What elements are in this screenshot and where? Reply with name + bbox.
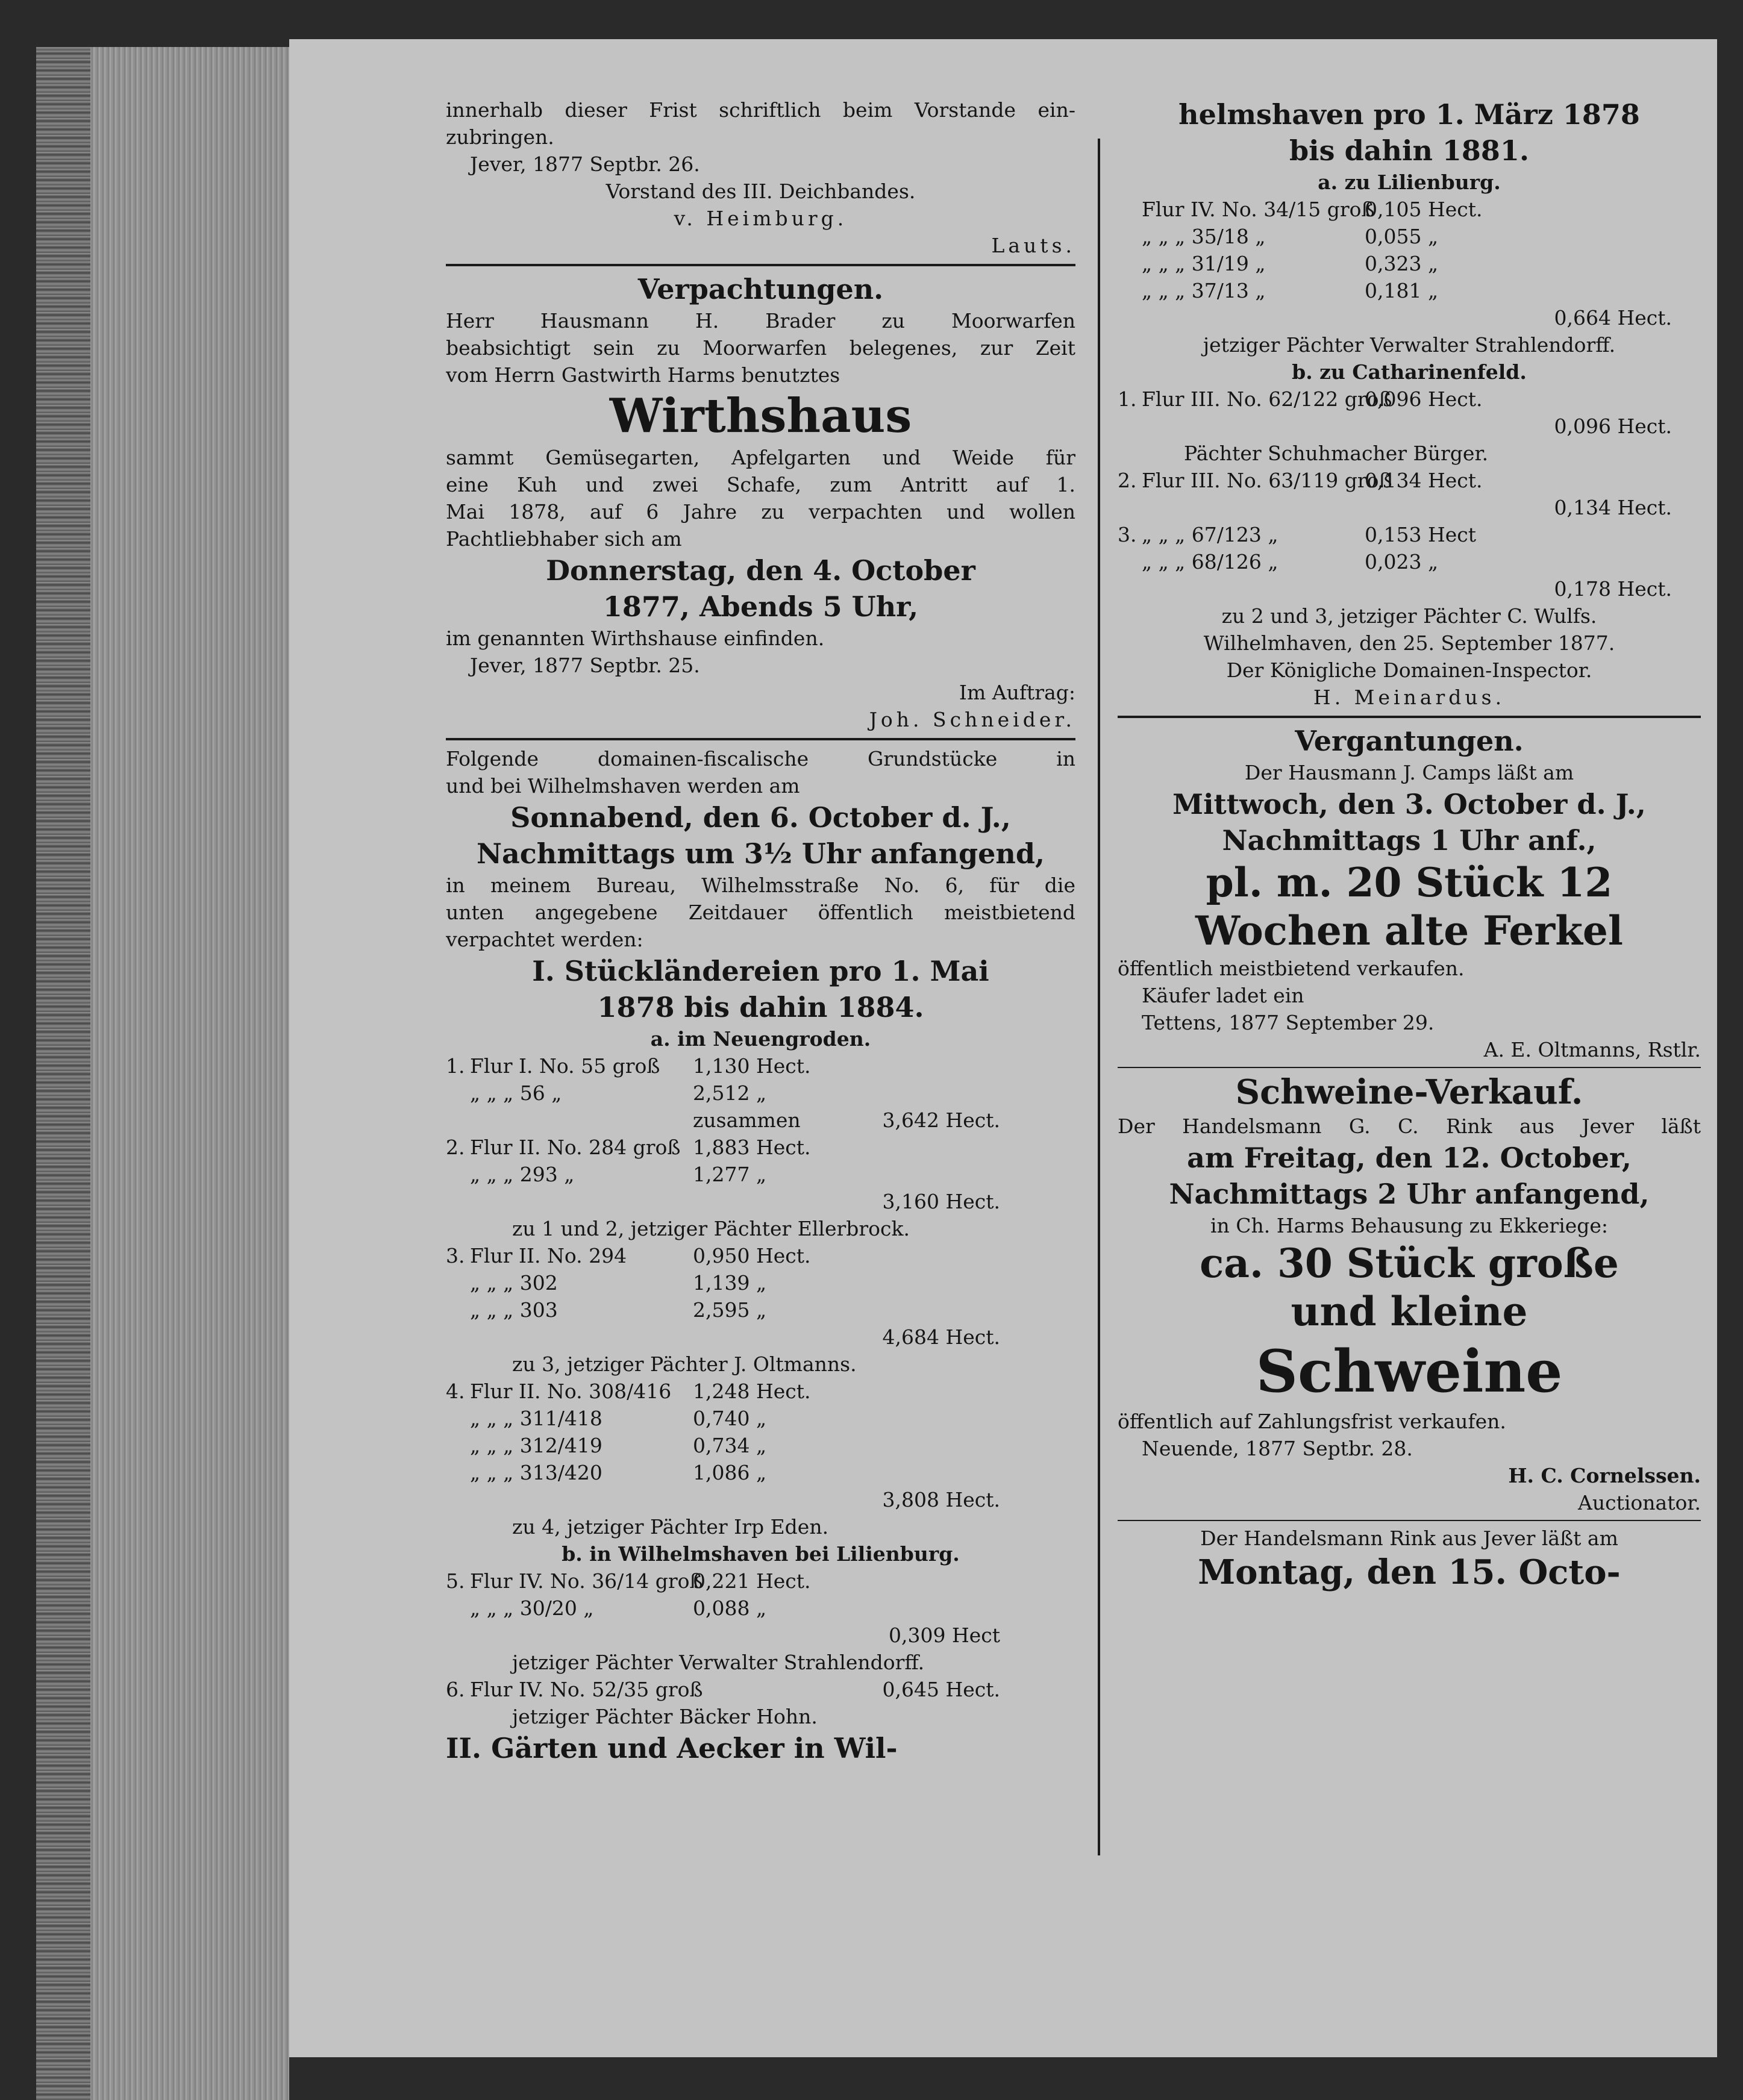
text-line: Herr Hausmann H. Brader zu Moorwarfen <box>446 309 1075 333</box>
parcel-subtotal <box>1503 223 1672 250</box>
parcel-row <box>446 1567 1075 1595</box>
text-line: verpachtet werden: <box>446 928 643 951</box>
sub-heading: b. in Wilhelmshaven bei Lilienburg. <box>562 1542 960 1566</box>
parcel-number <box>1118 196 1142 223</box>
parcel-description: Flur I. No. 55 groß <box>470 1054 660 1078</box>
parcel-row <box>1118 521 1701 548</box>
parcel-description: „ „ „ 313/420 <box>470 1461 602 1484</box>
parcel-description <box>470 1188 693 1215</box>
parcel-area: 0,181 „ <box>1365 279 1439 302</box>
parcel-subtotal <box>831 1296 1000 1323</box>
date-heading: Mittwoch, den 3. October d. J., <box>1172 788 1646 820</box>
parcel-description: Flur IV. No. 52/35 groß <box>470 1678 703 1701</box>
parcel-number <box>446 1459 470 1486</box>
parcel-number <box>1118 548 1142 575</box>
place-date: Wilhelmhaven, den 25. September 1877. <box>1203 631 1615 655</box>
column-divider <box>1098 139 1100 1855</box>
parcel-area: 0,055 „ <box>1365 225 1439 248</box>
parcel-area <box>1365 575 1503 602</box>
parcel-table <box>446 1052 1075 1215</box>
parcel-description: „ „ „ 303 <box>470 1298 558 1322</box>
parcel-description: „ „ „ 37/13 „ <box>1142 279 1266 302</box>
parcel-row <box>446 1405 1075 1432</box>
parcel-area: 1,130 Hect. <box>693 1054 811 1078</box>
section-heading: bis dahin 1881. <box>1289 134 1529 167</box>
parcel-number <box>1118 494 1142 521</box>
parcel-table <box>446 1242 1075 1351</box>
parcel-row <box>446 1080 1075 1107</box>
display-heading: ca. 30 Stück große <box>1200 1240 1619 1287</box>
parcel-description: Flur III. No. 62/122 groß <box>1142 387 1392 411</box>
parcel-subtotal: 0,645 Hect. <box>882 1678 1000 1701</box>
parcel-table <box>446 1567 1075 1649</box>
parcel-description: „ „ „ 68/126 „ <box>1142 550 1278 573</box>
parcel-number <box>1118 250 1142 277</box>
parcel-number <box>446 1188 470 1215</box>
parcel-area: 0,153 Hect <box>1365 523 1477 546</box>
parcel-number: 1. <box>1118 387 1137 411</box>
parcel-subtotal: 3,642 Hect. <box>882 1108 1000 1132</box>
parcel-table <box>446 1378 1075 1513</box>
parcel-description: „ „ „ 312/419 <box>470 1434 602 1457</box>
sub-heading: a. im Neuengroden. <box>650 1027 871 1051</box>
parcel-description: „ „ „ 293 „ <box>470 1163 575 1186</box>
date-heading: Donnerstag, den 4. October <box>546 554 975 587</box>
parcel-subtotal: 0,134 Hect. <box>1554 496 1672 519</box>
parcel-subtotal <box>831 1432 1000 1459</box>
section-rule <box>1118 716 1701 718</box>
parcel-description: „ „ „ 30/20 „ <box>470 1596 594 1620</box>
display-heading: Schweine <box>1256 1337 1563 1405</box>
parcel-subtotal: 4,684 Hect. <box>882 1325 1000 1349</box>
parcel-area <box>693 1188 831 1215</box>
parcel-area: 0,740 „ <box>693 1407 767 1430</box>
parcel-subtotal <box>1503 467 1672 494</box>
parcel-row <box>446 1676 1075 1703</box>
text-line: in Ch. Harms Behausung zu Ekkeriege: <box>1210 1214 1609 1237</box>
parcel-description: Flur II. No. 308/416 <box>470 1380 672 1403</box>
parcel-subtotal <box>1503 196 1672 223</box>
right-column <box>1118 96 1701 1593</box>
text-line: Käufer ladet ein <box>1142 984 1304 1007</box>
date-heading: Montag, den 15. Octo- <box>1198 1552 1621 1592</box>
tenant-note: jetziger Pächter Bäcker Hohn. <box>512 1705 818 1728</box>
place-date: Tettens, 1877 September 29. <box>1142 1011 1435 1034</box>
sub-heading: b. zu Catharinenfeld. <box>1292 360 1527 384</box>
parcel-row <box>1118 223 1701 250</box>
parcel-subtotal: 0,309 Hect <box>888 1623 1000 1647</box>
parcel-row <box>446 1052 1075 1080</box>
text-line: eine Kuh und zwei Schafe, zum Antritt auf 1. <box>446 473 1075 496</box>
section-heading: I. Stückländereien pro 1. Mai <box>532 955 989 987</box>
text-line: Folgende domainen-fiscalische Grundstücke in <box>446 747 1075 770</box>
parcel-area: 0,023 „ <box>1365 550 1439 573</box>
section-rule <box>446 264 1075 266</box>
parcel-description: Flur II. No. 294 <box>470 1244 627 1267</box>
parcel-subtotal <box>831 1405 1000 1432</box>
parcel-number <box>446 1161 470 1188</box>
parcel-row <box>1118 196 1701 223</box>
parcel-description <box>1142 575 1365 602</box>
parcel-table <box>1118 196 1701 331</box>
signature: H. Meinardus. <box>1313 686 1506 709</box>
parcel-number: 1. <box>446 1054 465 1078</box>
date-heading: 1877, Abends 5 Uhr, <box>602 590 919 623</box>
date-heading: Nachmittags 1 Uhr anf., <box>1222 824 1597 857</box>
parcel-number <box>1118 575 1142 602</box>
parcel-number <box>446 1323 470 1351</box>
parcel-subtotal <box>1503 277 1672 304</box>
parcel-number: 3. <box>446 1244 465 1267</box>
parcel-number <box>446 1622 470 1649</box>
parcel-number <box>446 1405 470 1432</box>
parcel-number <box>446 1486 470 1513</box>
parcel-description: „ „ „ 311/418 <box>470 1407 602 1430</box>
tenant-note: zu 1 und 2, jetziger Pächter Ellerbrock. <box>512 1217 910 1240</box>
parcel-subtotal: 3,808 Hect. <box>882 1488 1000 1511</box>
parcel-description <box>470 1622 693 1649</box>
parcel-number <box>1118 304 1142 331</box>
text-line: Mai 1878, auf 6 Jahre zu verpachten und wollen <box>446 500 1075 523</box>
parcel-table <box>1118 467 1701 602</box>
parcel-table <box>1118 386 1701 440</box>
parcel-subtotal: 0,096 Hect. <box>1554 414 1672 438</box>
parcel-row <box>1118 467 1701 494</box>
issuer: Der Königliche Domainen-Inspector. <box>1226 658 1592 682</box>
parcel-area: 0,323 „ <box>1365 252 1439 275</box>
parcel-row <box>446 1269 1075 1296</box>
parcel-description: „ „ „ 67/123 „ <box>1142 523 1278 546</box>
display-heading: Wirthshaus <box>609 389 912 443</box>
parcel-area <box>1365 494 1503 521</box>
parcel-area: 2,595 „ <box>693 1298 767 1322</box>
date-heading: am Freitag, den 12. October, <box>1187 1142 1632 1174</box>
parcel-subtotal <box>1503 548 1672 575</box>
parcel-description: Flur IV. No. 36/14 groß <box>470 1569 703 1593</box>
parcel-description: „ „ „ 35/18 „ <box>1142 225 1266 248</box>
parcel-row <box>446 1296 1075 1323</box>
parcel-row <box>446 1378 1075 1405</box>
text-line: beabsichtigt sein zu Moorwarfen belegenes, zur Zeit <box>446 336 1075 360</box>
parcel-description: Flur II. No. 284 groß <box>470 1136 681 1159</box>
parcel-area: 0,950 Hect. <box>693 1244 811 1267</box>
parcel-subtotal <box>831 1052 1000 1080</box>
parcel-subtotal: 3,160 Hect. <box>882 1190 1000 1213</box>
parcel-row <box>446 1161 1075 1188</box>
display-heading: pl. m. 20 Stück 12 <box>1206 859 1613 906</box>
parcel-description <box>1142 494 1365 521</box>
display-heading: Wochen alte Ferkel <box>1195 907 1623 954</box>
parcel-description <box>470 1107 693 1134</box>
signature: Joh. Schneider. <box>869 708 1075 731</box>
parcel-number: 2. <box>1118 469 1137 492</box>
text-line: öffentlich auf Zahlungsfrist verkaufen. <box>1118 1410 1506 1433</box>
parcel-row <box>446 1486 1075 1513</box>
tenant-note: zu 2 und 3, jetziger Pächter C. Wulfs. <box>1221 604 1597 628</box>
parcel-row <box>1118 548 1701 575</box>
parcel-row <box>446 1188 1075 1215</box>
parcel-area: zusammen <box>693 1108 801 1132</box>
parcel-number <box>446 1432 470 1459</box>
parcel-number <box>446 1595 470 1622</box>
text-line: Der Handelsmann G. C. Rink aus Jever läßt <box>1118 1114 1701 1138</box>
parcel-row <box>446 1242 1075 1269</box>
parcel-description: „ „ „ 56 „ <box>470 1081 562 1105</box>
parcel-area <box>693 1622 831 1649</box>
date-heading: Nachmittags 2 Uhr anfangend, <box>1169 1178 1650 1210</box>
text-line: unten angegebene Zeitdauer öffentlich meistbietend <box>446 901 1075 924</box>
display-heading: und kleine <box>1291 1288 1528 1335</box>
parcel-description: „ „ „ 302 <box>470 1271 558 1295</box>
parcel-row <box>446 1107 1075 1134</box>
parcel-description <box>1142 413 1365 440</box>
text-line: vom Herrn Gastwirth Harms benutztes <box>446 363 840 387</box>
section-rule <box>446 738 1075 740</box>
text-line: sammt Gemüsegarten, Apfelgarten und Weide für <box>446 446 1075 469</box>
text-line: innerhalb dieser Frist schriftlich beim Vorstande ein- <box>446 98 1075 122</box>
section-heading: Verpachtungen. <box>637 273 884 305</box>
tenant-note: zu 4, jetziger Pächter Irp Eden. <box>512 1515 829 1539</box>
parcel-number <box>1118 413 1142 440</box>
parcel-subtotal <box>831 1269 1000 1296</box>
display-heading: Schweine-Verkauf. <box>1235 1072 1583 1112</box>
parcel-number: 2. <box>446 1136 465 1159</box>
date-heading: Sonnabend, den 6. October d. J., <box>510 801 1011 834</box>
parcel-row <box>1118 304 1701 331</box>
parcel-description: Flur III. No. 63/119 groß <box>1142 469 1392 492</box>
parcel-description <box>470 1486 693 1513</box>
text-line: öffentlich meistbietend verkaufen. <box>1118 957 1465 980</box>
parcel-area <box>1365 304 1503 331</box>
place-date: Jever, 1877 Septbr. 26. <box>470 152 700 176</box>
parcel-number: 6. <box>446 1678 465 1701</box>
parcel-number <box>1118 277 1142 304</box>
parcel-row <box>446 1622 1075 1649</box>
tenant-note: jetziger Pächter Verwalter Strahlendorff. <box>1203 333 1616 357</box>
parcel-area: 1,277 „ <box>693 1163 767 1186</box>
text-line: Pachtliebhaber sich am <box>446 527 682 551</box>
parcel-area: 2,512 „ <box>693 1081 767 1105</box>
parcel-number <box>446 1296 470 1323</box>
parcel-row <box>1118 386 1701 413</box>
parcel-subtotal <box>831 1161 1000 1188</box>
parcel-area <box>1365 413 1503 440</box>
parcel-row <box>1118 575 1701 602</box>
section-heading: helmshaven pro 1. März 1878 <box>1178 98 1640 131</box>
parcel-description: Flur IV. No. 34/15 groß <box>1142 198 1375 221</box>
parcel-row <box>1118 494 1701 521</box>
parcel-number <box>446 1080 470 1107</box>
parcel-subtotal <box>831 1567 1000 1595</box>
parcel-row <box>1118 277 1701 304</box>
parcel-subtotal <box>831 1459 1000 1486</box>
section-rule <box>1118 1067 1701 1068</box>
parcel-number <box>1118 223 1142 250</box>
signature: H. C. Cornelssen. <box>1508 1464 1701 1487</box>
parcel-subtotal <box>1503 250 1672 277</box>
section-heading: Vergantungen. <box>1295 725 1524 757</box>
parcel-area <box>693 1486 831 1513</box>
parcel-table <box>446 1676 1075 1703</box>
text-line: in meinem Bureau, Wilhelmsstraße No. 6, für die <box>446 873 1075 897</box>
parcel-area: 1,139 „ <box>693 1271 767 1295</box>
left-column <box>446 96 1075 1766</box>
parcel-row <box>446 1134 1075 1161</box>
text-line: Der Hausmann J. Camps läßt am <box>1244 761 1574 784</box>
sub-heading: a. zu Lilienburg. <box>1318 170 1501 194</box>
parcel-subtotal <box>831 1080 1000 1107</box>
parcel-number <box>446 1269 470 1296</box>
parcel-area: 0,088 „ <box>693 1596 767 1620</box>
parcel-area: 0,221 Hect. <box>693 1569 811 1593</box>
parcel-area: 0,105 Hect. <box>1365 198 1483 221</box>
parcel-area: 0,134 Hect. <box>1365 469 1483 492</box>
text-line: und bei Wilhelmshaven werden am <box>446 774 800 798</box>
issuer: Vorstand des III. Deichbandes. <box>606 180 916 203</box>
parcel-number: 3. <box>1118 523 1137 546</box>
parcel-subtotal: 0,664 Hect. <box>1554 306 1672 330</box>
parcel-row <box>1118 250 1701 277</box>
parcel-subtotal <box>831 1134 1000 1161</box>
signature: Lauts. <box>991 234 1075 257</box>
parcel-area: 0,734 „ <box>693 1434 767 1457</box>
parcel-area: 1,883 Hect. <box>693 1136 811 1159</box>
parcel-row <box>446 1323 1075 1351</box>
book-spine <box>36 47 90 2100</box>
tenant-note: zu 3, jetziger Pächter J. Oltmanns. <box>512 1352 857 1376</box>
section-rule <box>1118 1520 1701 1521</box>
parcel-row <box>446 1595 1075 1622</box>
place-date: Jever, 1877 Septbr. 25. <box>470 654 700 677</box>
section-heading: 1878 bis dahin 1884. <box>597 991 924 1023</box>
parcel-subtotal <box>831 1595 1000 1622</box>
parcel-row <box>446 1432 1075 1459</box>
date-heading: Nachmittags um 3½ Uhr anfangend, <box>476 837 1045 870</box>
parcel-area: 1,086 „ <box>693 1461 767 1484</box>
tenant-note: jetziger Pächter Verwalter Strahlendorff. <box>512 1651 925 1674</box>
parcel-subtotal <box>831 1242 1000 1269</box>
text-line: zubringen. <box>446 125 554 149</box>
parcel-description <box>1142 304 1365 331</box>
parcel-row <box>1118 413 1701 440</box>
parcel-number: 4. <box>446 1380 465 1403</box>
text-line: Der Handelsmann Rink aus Jever läßt am <box>1200 1527 1618 1550</box>
place-date: Neuende, 1877 Septbr. 28. <box>1142 1437 1413 1460</box>
parcel-subtotal: 0,178 Hect. <box>1554 577 1672 601</box>
text-line: Im Auftrag: <box>959 681 1075 704</box>
parcel-description: „ „ „ 31/19 „ <box>1142 252 1266 275</box>
parcel-row <box>446 1459 1075 1486</box>
text-line: im genannten Wirthshause einfinden. <box>446 627 825 650</box>
parcel-description <box>470 1323 693 1351</box>
tenant-note: Pächter Schuhmacher Bürger. <box>1184 442 1489 465</box>
signature: v. Heimburg. <box>674 207 848 230</box>
parcel-area: 0,096 Hect. <box>1365 387 1483 411</box>
parcel-area <box>693 1323 831 1351</box>
parcel-subtotal <box>1503 521 1672 548</box>
parcel-number: 5. <box>446 1569 465 1593</box>
parcel-subtotal <box>831 1378 1000 1405</box>
parcel-subtotal <box>1503 386 1672 413</box>
parcel-number <box>446 1107 470 1134</box>
signature: A. E. Oltmanns, Rstlr. <box>1483 1038 1701 1061</box>
text-line: Auctionator. <box>1578 1491 1701 1514</box>
parcel-area <box>693 1676 831 1703</box>
parcel-area: 1,248 Hect. <box>693 1380 811 1403</box>
section-heading: II. Gärten und Aecker in Wil- <box>446 1732 898 1764</box>
